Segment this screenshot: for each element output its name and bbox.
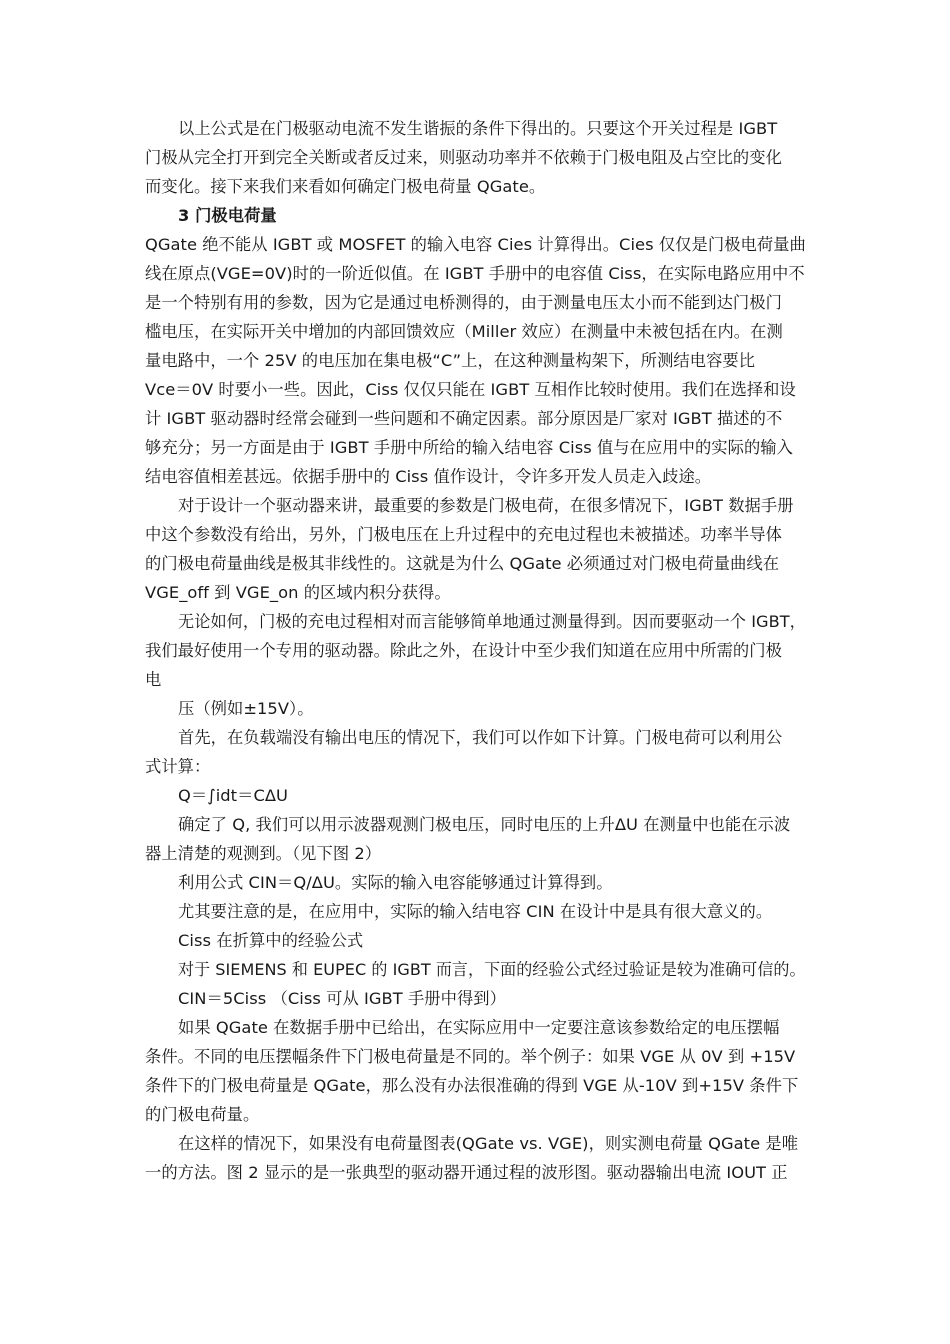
text-line: 条件下的门极电荷量是 QGate，那么没有办法很准确的得到 VGE 从-10V 到+15V 条件下 [145, 1076, 799, 1095]
text-line: Vce＝0V 时要小一些。因此，Ciss 仅仅只能在 IGBT 互相作比较时使用。我们在选择和设 [145, 380, 796, 399]
text-line: 门极从完全打开到完全关断或者反过来，则驱动功率并不依赖于门极电阻及占空比的变化 [145, 148, 782, 167]
text-line: 在这样的情况下，如果没有电荷量图表(QGate vs. VGE)，则实测电荷量 QGate 是唯 [178, 1134, 799, 1153]
text-line: Ciss 在折算中的经验公式 [178, 931, 364, 950]
text-line: 首先，在负载端没有输出电压的情况下，我们可以作如下计算。门极电荷可以利用公 [178, 728, 783, 747]
text-line: 电 [145, 670, 162, 689]
formula-line: CIN＝5Ciss （Ciss 可从 IGBT 手册中得到） [178, 989, 506, 1008]
text-line: 计 IGBT 驱动器时经常会碰到一些问题和不确定因素。部分原因是厂家对 IGBT 描述的不 [145, 409, 783, 428]
text-line: 量电路中，一个 25V 的电压加在集电极“C”上，在这种测量构架下，所测结电容要比 [145, 351, 756, 370]
text-line: 压（例如±15V）。 [178, 699, 314, 718]
text-line: 尤其要注意的是，在应用中，实际的输入结电容 CIN 在设计中是具有很大意义的。 [178, 902, 773, 921]
text-line: 而变化。接下来我们来看如何确定门极电荷量 QGate。 [145, 177, 546, 196]
text-line: 结电容值相差甚远。依据手册中的 Ciss 值作设计，令许多开发人员走入歧途。 [145, 467, 712, 486]
text-line: 一的方法。图 2 显示的是一张典型的驱动器开通过程的波形图。驱动器输出电流 IOUT 正 [145, 1163, 788, 1182]
section-heading: 3 门极电荷量 [178, 206, 277, 225]
text-line: 利用公式 CIN＝Q/ΔU。实际的输入电容能够通过计算得到。 [178, 873, 613, 892]
text-line: 式计算： [145, 757, 211, 776]
text-line: QGate 绝不能从 IGBT 或 MOSFET 的输入电容 Cies 计算得出。Cies 仅仅是门极电荷量曲 [145, 235, 806, 254]
text-line: 以上公式是在门极驱动电流不发生谐振的条件下得出的。只要这个开关过程是 IGBT [178, 119, 778, 138]
formula-line: Q＝∫idt＝CΔU [178, 786, 289, 805]
text-line: 槛电压，在实际开关中增加的内部回馈效应（Miller 效应）在测量中未被包括在内。在测 [145, 322, 783, 341]
text-line: 条件。不同的电压摆幅条件下门极电荷量是不同的。举个例子：如果 VGE 从 0V 到 +15V [145, 1047, 796, 1066]
text-line: 如果 QGate 在数据手册中已给出，在实际应用中一定要注意该参数给定的电压摆幅 [178, 1018, 780, 1037]
text-line: 器上清楚的观测到。（见下图 2） [145, 844, 382, 863]
text-line: 对于设计一个驱动器来讲，最重要的参数是门极电荷，在很多情况下，IGBT 数据手册 [178, 496, 794, 515]
text-line: 线在原点(VGE=0V)时的一阶近似值。在 IGBT 手册中的电容值 Ciss，在实际电路应用中不 [145, 264, 805, 283]
text-line: 是一个特别有用的参数，因为它是通过电桥测得的，由于测量电压太小而不能到达门极门 [145, 293, 782, 312]
text-line: 无论如何，门极的充电过程相对而言能够简单地通过测量得到。因而要驱动一个 IGBT， [178, 612, 806, 631]
text-line: 的门极电荷量。 [145, 1105, 260, 1124]
text-line: 我们最好使用一个专用的驱动器。除此之外，在设计中至少我们知道在应用中所需的门极 [145, 641, 782, 660]
text-line: 中这个参数没有给出，另外，门极电压在上升过程中的充电过程也未被描述。功率半导体 [145, 525, 782, 544]
text-line: 对于 SIEMENS 和 EUPEC 的 IGBT 而言，下面的经验公式经过验证是较为准确可信的。 [178, 960, 806, 979]
text-line: VGE_off 到 VGE_on 的区域内积分获得。 [145, 583, 451, 602]
text-line: 确定了 Q, 我们可以用示波器观测门极电压，同时电压的上升ΔU 在测量中也能在示波 [178, 815, 791, 834]
text-line: 的门极电荷量曲线是极其非线性的。这就是为什么 QGate 必须通过对门极电荷量曲线在 [145, 554, 780, 573]
text-line: 够充分；另一方面是由于 IGBT 手册中所给的输入结电容 Ciss 值与在应用中的实际的输入 [145, 438, 793, 457]
